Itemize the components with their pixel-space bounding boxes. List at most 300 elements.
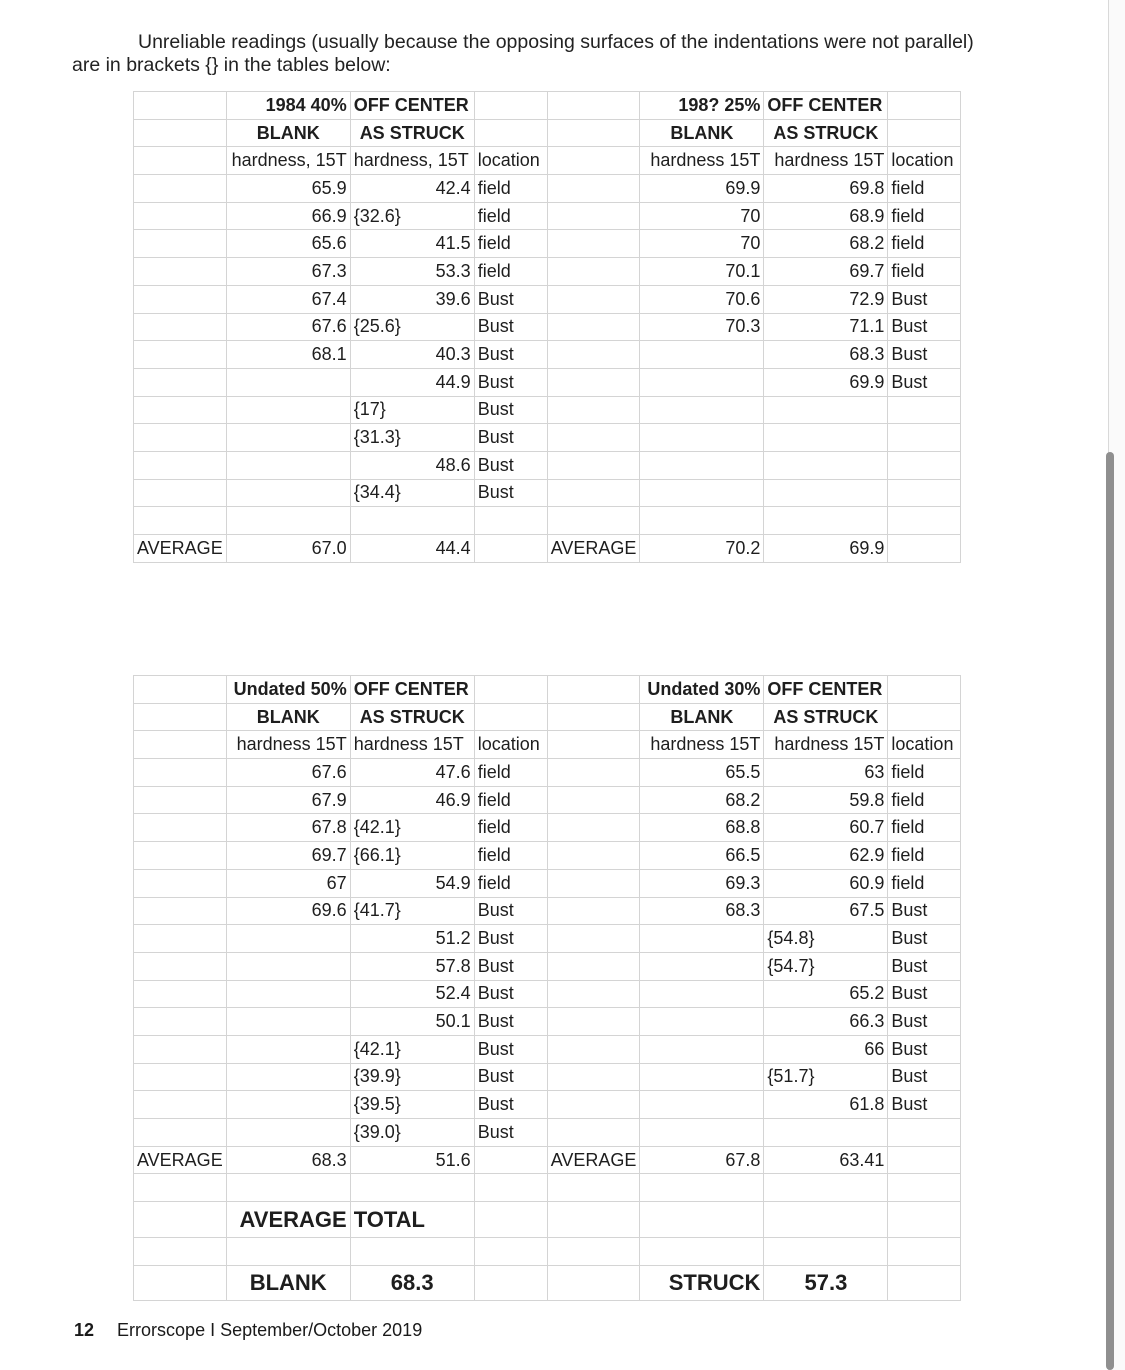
empty-cell [547,258,640,286]
struck-value: 69.9 [764,368,888,396]
empty-cell [350,1238,474,1266]
location-value [888,507,961,535]
table-row [134,1238,961,1266]
empty-cell [134,869,227,897]
blank-value [226,1035,350,1063]
empty-cell [134,424,227,452]
empty-cell [547,703,640,731]
empty-cell [134,479,227,507]
empty-cell [547,507,640,535]
blank-value: 68.1 [226,341,350,369]
table-row [134,869,961,897]
location-value: Bust [474,368,547,396]
vertical-scrollbar[interactable] [1106,452,1114,1370]
empty-cell [547,759,640,787]
struck-value: {54.7} [764,952,888,980]
struck-value: 41.5 [350,230,474,258]
location-value: Bust [888,1091,961,1119]
empty-cell [226,1174,350,1202]
blank-value: 70.3 [640,313,764,341]
empty-cell [640,1238,764,1266]
location-value: field [888,786,961,814]
location-value [888,451,961,479]
empty-cell [640,1202,764,1238]
table-row [134,1091,961,1119]
empty-cell [547,1202,640,1238]
empty-cell [134,1174,227,1202]
average-struck: 51.6 [350,1146,474,1174]
location-value [888,479,961,507]
struck-value: 47.6 [350,759,474,787]
struck-value: {42.1} [350,1035,474,1063]
struck-value: {32.6} [350,202,474,230]
hardness-header: hardness, 15T [350,147,474,175]
empty-cell [134,814,227,842]
empty-cell [764,1202,888,1238]
struck-value: 68.9 [764,202,888,230]
empty-cell [888,703,961,731]
struck-header: AS STRUCK [764,703,888,731]
average-blank: 70.2 [640,535,764,563]
struck-value: {42.1} [350,814,474,842]
empty-cell [134,341,227,369]
struck-value: 46.9 [350,786,474,814]
location-value: Bust [888,980,961,1008]
empty-cell [134,1035,227,1063]
struck-value: {34.4} [350,479,474,507]
empty-cell [547,1174,640,1202]
average-struck: 69.9 [764,535,888,563]
average-struck: 63.41 [764,1146,888,1174]
struck-header: AS STRUCK [350,119,474,147]
total-blank-value: 68.3 [350,1265,474,1300]
struck-value [764,507,888,535]
empty-cell [547,202,640,230]
table-row [134,731,961,759]
empty-cell [888,92,961,120]
location-value: Bust [888,1035,961,1063]
location-value: field [474,814,547,842]
empty-cell [547,1091,640,1119]
location-value: field [474,202,547,230]
empty-cell [547,897,640,925]
empty-cell [474,676,547,704]
table-row [134,1265,961,1300]
struck-value: 40.3 [350,341,474,369]
coin-title: 198? 25% [640,92,764,120]
blank-value [640,952,764,980]
struck-value: 65.2 [764,980,888,1008]
empty-cell [134,842,227,870]
empty-cell [547,1063,640,1091]
location-value: field [888,175,961,203]
blank-value [226,1119,350,1147]
average-label: AVERAGE [547,535,640,563]
empty-cell [547,952,640,980]
location-value: Bust [474,396,547,424]
blank-value [226,980,350,1008]
location-value: Bust [888,897,961,925]
intro-line-1: Unreliable readings (usually because the opposing surfaces of the indentations were not parallel) [138,31,974,53]
empty-cell [474,1238,547,1266]
blank-value: 66.9 [226,202,350,230]
empty-cell [764,1238,888,1266]
location-value: Bust [888,285,961,313]
table-row [134,230,961,258]
location-value [888,424,961,452]
blank-value [226,479,350,507]
struck-value: {25.6} [350,313,474,341]
blank-value: 65.5 [640,759,764,787]
blank-value [226,507,350,535]
empty-cell [134,507,227,535]
table-row [134,842,961,870]
table-row [134,92,961,120]
location-value [474,507,547,535]
struck-value: 54.9 [350,869,474,897]
table-row [134,703,961,731]
struck-value: 62.9 [764,842,888,870]
struck-header: AS STRUCK [350,703,474,731]
empty-cell [134,703,227,731]
table-row [134,424,961,452]
location-value: field [474,175,547,203]
blank-value [640,925,764,953]
location-value: field [474,842,547,870]
struck-value: {51.7} [764,1063,888,1091]
table-row [134,897,961,925]
table-row [134,1119,961,1147]
struck-value: 68.2 [764,230,888,258]
blank-value [640,1008,764,1036]
blank-value [640,980,764,1008]
total-blank-label: BLANK [226,1265,350,1300]
location-value: field [474,869,547,897]
empty-cell [547,1035,640,1063]
struck-value: 44.9 [350,368,474,396]
struck-value: 51.2 [350,925,474,953]
location-header: location [888,147,961,175]
empty-cell [134,786,227,814]
empty-cell [474,1174,547,1202]
struck-value: 60.7 [764,814,888,842]
blank-value [640,368,764,396]
location-value: field [888,258,961,286]
location-header: location [474,731,547,759]
blank-header: BLANK [226,703,350,731]
location-value: Bust [888,368,961,396]
blank-value: 68.3 [640,897,764,925]
blank-value: 70.6 [640,285,764,313]
blank-value: 67.6 [226,313,350,341]
struck-value: {54.8} [764,925,888,953]
struck-value: {41.7} [350,897,474,925]
location-value: Bust [888,341,961,369]
empty-cell [547,313,640,341]
empty-cell [547,451,640,479]
empty-cell [547,341,640,369]
table-row [134,786,961,814]
struck-value [764,451,888,479]
location-value: field [474,786,547,814]
hardness-header: hardness 15T [764,147,888,175]
empty-cell [134,451,227,479]
blank-value [226,1008,350,1036]
location-value: Bust [474,1063,547,1091]
total-struck-label: STRUCK [640,1265,764,1300]
empty-cell [134,1238,227,1266]
coin-title: 1984 40% [226,92,350,120]
empty-cell [134,230,227,258]
location-value: Bust [474,313,547,341]
empty-cell [134,202,227,230]
table-row [134,285,961,313]
table-row [134,396,961,424]
location-value: field [474,258,547,286]
empty-cell [888,1174,961,1202]
struck-value: 48.6 [350,451,474,479]
blank-value: 67 [226,869,350,897]
blank-value [226,368,350,396]
empty-cell [134,1265,227,1300]
empty-cell [134,175,227,203]
average-total-label: AVERAGE [226,1202,350,1238]
struck-value: {31.3} [350,424,474,452]
struck-value [764,1119,888,1147]
location-value: Bust [474,1008,547,1036]
struck-value: 63 [764,759,888,787]
blank-value: 68.8 [640,814,764,842]
table-row [134,258,961,286]
empty-cell [547,731,640,759]
empty-cell [350,1174,474,1202]
blank-value [640,479,764,507]
struck-value: 50.1 [350,1008,474,1036]
empty-cell [134,676,227,704]
struck-value: 42.4 [350,175,474,203]
empty-cell [134,92,227,120]
empty-cell [134,952,227,980]
table-row [134,175,961,203]
empty-cell [547,119,640,147]
blank-value [226,424,350,452]
empty-cell [474,92,547,120]
blank-value: 69.3 [640,869,764,897]
empty-cell [764,1174,888,1202]
hardness-header: hardness 15T [640,731,764,759]
empty-cell [888,1265,961,1300]
location-value: Bust [474,925,547,953]
location-value: field [474,759,547,787]
blank-value [640,424,764,452]
table-row [134,479,961,507]
location-value: Bust [474,897,547,925]
struck-value: {66.1} [350,842,474,870]
empty-cell [474,535,547,563]
struck-value: 59.8 [764,786,888,814]
struck-value: 72.9 [764,285,888,313]
blank-value [640,507,764,535]
blank-value: 67.6 [226,759,350,787]
blank-value [640,1035,764,1063]
offset-title: OFF CENTER [764,676,888,704]
struck-value: 61.8 [764,1091,888,1119]
location-value: Bust [474,1091,547,1119]
location-value: field [888,759,961,787]
blank-value: 67.8 [226,814,350,842]
struck-value: 57.8 [350,952,474,980]
blank-value: 69.7 [226,842,350,870]
blank-value: 68.2 [640,786,764,814]
average-total-label: TOTAL [350,1202,474,1238]
struck-value [764,479,888,507]
empty-cell [134,368,227,396]
blank-value: 67.9 [226,786,350,814]
blank-value [640,1091,764,1119]
blank-value: 65.6 [226,230,350,258]
table-row [134,980,961,1008]
location-value: Bust [474,341,547,369]
empty-cell [134,1202,227,1238]
struck-value: 66 [764,1035,888,1063]
empty-cell [134,759,227,787]
struck-value: 53.3 [350,258,474,286]
struck-value [350,507,474,535]
blank-value: 69.6 [226,897,350,925]
struck-value [764,424,888,452]
empty-cell [888,1202,961,1238]
table-row [134,451,961,479]
struck-value: 66.3 [764,1008,888,1036]
struck-value [764,396,888,424]
table-row [134,313,961,341]
page-footer [74,1320,422,1341]
blank-value: 70.1 [640,258,764,286]
hardness-header: hardness 15T [350,731,474,759]
location-value [888,1119,961,1147]
empty-cell [547,1119,640,1147]
empty-cell [134,147,227,175]
empty-cell [134,1063,227,1091]
empty-cell [888,1238,961,1266]
blank-value [640,1119,764,1147]
coin-title: Undated 50% [226,676,350,704]
blank-value: 65.9 [226,175,350,203]
blank-value [226,1091,350,1119]
empty-cell [888,535,961,563]
empty-cell [474,119,547,147]
blank-value: 67.3 [226,258,350,286]
empty-cell [547,1008,640,1036]
empty-cell [134,1091,227,1119]
location-value: Bust [888,1008,961,1036]
location-value: Bust [888,1063,961,1091]
hardness-header: hardness 15T [226,731,350,759]
intro-line-2: are in brackets {} in the tables below: [72,54,391,76]
blank-value: 70 [640,202,764,230]
location-value: Bust [474,424,547,452]
location-value [888,396,961,424]
struck-value: 52.4 [350,980,474,1008]
hardness-table-2 [133,675,961,1301]
total-struck-value: 57.3 [764,1265,888,1300]
blank-header: BLANK [640,119,764,147]
empty-cell [134,731,227,759]
empty-cell [547,814,640,842]
table-row [134,1174,961,1202]
struck-value: {39.9} [350,1063,474,1091]
empty-cell [134,285,227,313]
blank-value [640,451,764,479]
location-value: Bust [474,1119,547,1147]
struck-header: AS STRUCK [764,119,888,147]
empty-cell [547,980,640,1008]
empty-cell [134,258,227,286]
table-row [134,119,961,147]
empty-cell [888,1146,961,1174]
empty-cell [547,368,640,396]
location-value: Bust [474,952,547,980]
blank-value: 67.4 [226,285,350,313]
location-value: Bust [474,451,547,479]
location-value: Bust [474,285,547,313]
table-row [134,952,961,980]
empty-cell [134,1008,227,1036]
empty-cell [547,230,640,258]
average-label: AVERAGE [134,1146,227,1174]
empty-cell [474,1146,547,1174]
location-value: field [888,814,961,842]
hardness-header: hardness 15T [764,731,888,759]
empty-cell [547,147,640,175]
empty-cell [474,703,547,731]
table-row [134,1202,961,1238]
blank-value: 70 [640,230,764,258]
offset-title: OFF CENTER [764,92,888,120]
table-row [134,341,961,369]
struck-value: 68.3 [764,341,888,369]
blank-value [226,451,350,479]
empty-cell [547,175,640,203]
average-label: AVERAGE [547,1146,640,1174]
struck-value: 39.6 [350,285,474,313]
hardness-table-1 [133,91,961,563]
average-label: AVERAGE [134,535,227,563]
blank-value [226,1063,350,1091]
empty-cell [547,869,640,897]
location-header: location [888,731,961,759]
struck-value: 71.1 [764,313,888,341]
table-row [134,925,961,953]
empty-cell [640,1174,764,1202]
offset-title: OFF CENTER [350,92,474,120]
struck-value: {39.5} [350,1091,474,1119]
table-row [134,759,961,787]
empty-cell [134,925,227,953]
average-struck: 44.4 [350,535,474,563]
hardness-header: hardness, 15T [226,147,350,175]
struck-value: 69.8 [764,175,888,203]
location-value: Bust [888,925,961,953]
empty-cell [547,1265,640,1300]
empty-cell [134,313,227,341]
page-number: 12 [74,1320,95,1340]
empty-cell [547,676,640,704]
empty-cell [547,786,640,814]
blank-value [226,952,350,980]
blank-value: 66.5 [640,842,764,870]
publication-name: Errorscope I September/October 2019 [117,1320,423,1340]
